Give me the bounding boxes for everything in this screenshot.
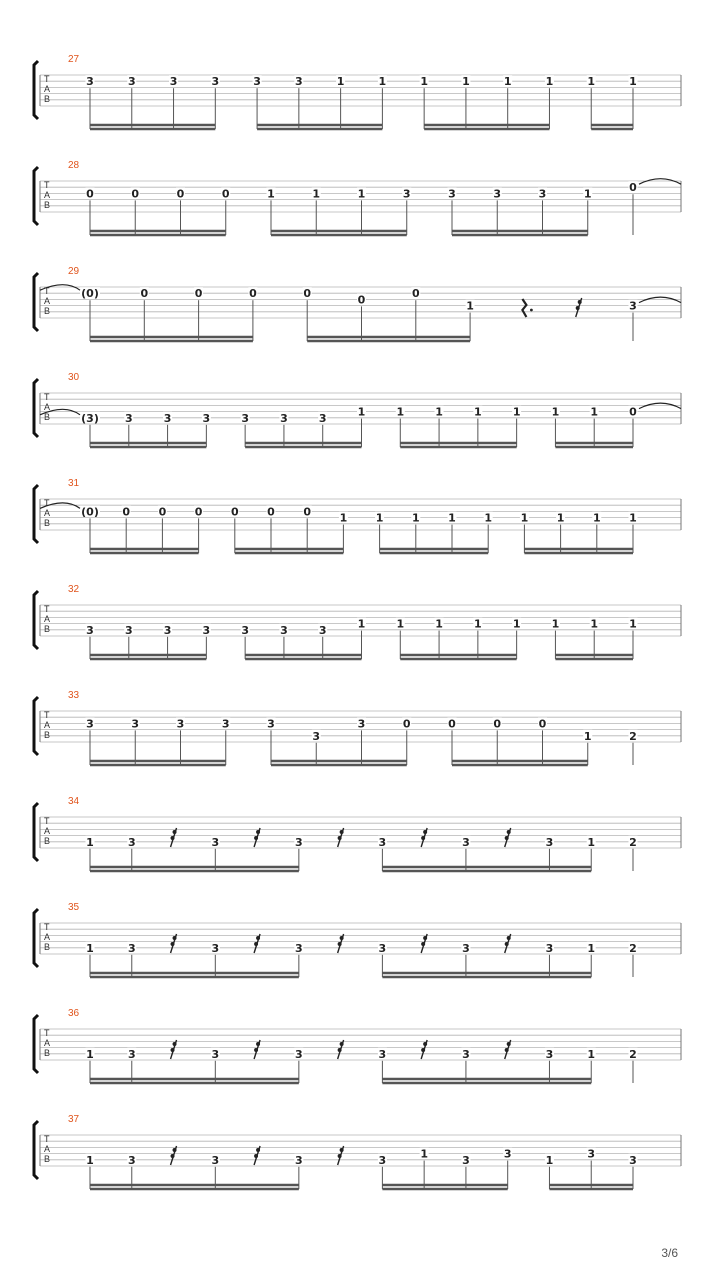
fret-number: 1 bbox=[512, 405, 521, 419]
fret-number: 0 bbox=[629, 405, 637, 419]
fret-number: 1 bbox=[86, 1153, 94, 1167]
fret-number: 1 bbox=[86, 835, 94, 849]
fret-number: 3 bbox=[176, 717, 185, 731]
fret-number: 0 bbox=[411, 287, 420, 301]
fret-number: 0 bbox=[176, 187, 185, 201]
fret-number: 1 bbox=[396, 617, 405, 631]
fret-number: 3 bbox=[253, 75, 261, 89]
fret-number: 1 bbox=[466, 299, 474, 313]
system-bracket bbox=[34, 803, 38, 861]
tab-clef-letter: A bbox=[44, 614, 51, 624]
fret-number: 1 bbox=[520, 511, 529, 525]
rest-flag-dot bbox=[507, 1042, 511, 1046]
fret-number: 3 bbox=[163, 623, 172, 637]
fret-number: 2 bbox=[629, 729, 637, 743]
rest-flag-dot bbox=[173, 830, 177, 834]
tab-system-30 bbox=[34, 372, 681, 447]
system-bracket bbox=[34, 273, 38, 331]
fret-number: 3 bbox=[462, 941, 470, 955]
system-bracket bbox=[34, 591, 38, 649]
tie-out-arc bbox=[639, 403, 681, 409]
fret-number: 1 bbox=[435, 617, 443, 631]
rest-flag-dot bbox=[340, 936, 344, 940]
fret-number: 3 bbox=[267, 717, 275, 731]
tab-clef-letter: T bbox=[44, 1134, 50, 1144]
system-bracket bbox=[34, 909, 38, 967]
tab-clef-letter: A bbox=[44, 932, 51, 942]
rest-flag-dot bbox=[505, 942, 509, 946]
fret-number: 1 bbox=[587, 941, 596, 955]
fret-number: 3 bbox=[545, 1047, 554, 1061]
fret-number: 0 bbox=[267, 505, 275, 519]
tab-clef-letter: T bbox=[44, 392, 50, 402]
fret-number: 3 bbox=[127, 1153, 136, 1167]
fret-number: 0 bbox=[86, 187, 94, 201]
rest-flag-dot bbox=[338, 942, 342, 946]
fret-number: 3 bbox=[629, 299, 637, 313]
tab-clef-letter: T bbox=[44, 604, 50, 614]
fret-number: 3 bbox=[86, 75, 94, 89]
measure-number: 36 bbox=[68, 1008, 80, 1019]
fret-number: 1 bbox=[587, 75, 596, 89]
fret-number: 1 bbox=[545, 1153, 554, 1167]
system-bracket bbox=[34, 1015, 38, 1073]
tab-system-35 bbox=[34, 902, 681, 977]
fret-number: 1 bbox=[512, 617, 521, 631]
tab-clef-letter: A bbox=[44, 1038, 51, 1048]
measure-number: 37 bbox=[68, 1114, 80, 1125]
system-bracket bbox=[34, 697, 38, 755]
system-bracket bbox=[34, 379, 38, 437]
rest-flag-dot bbox=[340, 1042, 344, 1046]
tab-clef-letter: A bbox=[44, 84, 51, 94]
fret-number: 0 bbox=[357, 293, 366, 307]
tab-system-28 bbox=[34, 160, 681, 235]
rest-flag-dot bbox=[421, 836, 425, 840]
tab-system-31 bbox=[34, 478, 681, 553]
fret-number: 0 bbox=[230, 505, 239, 519]
tab-clef-letter: T bbox=[44, 1028, 50, 1038]
tab-system-33 bbox=[34, 690, 681, 765]
fret-number: 0 bbox=[303, 287, 312, 301]
quarter-rest-icon bbox=[522, 299, 526, 317]
tab-clef-letter: A bbox=[44, 190, 51, 200]
page-number: 3/6 bbox=[661, 1246, 678, 1260]
rest-flag-dot bbox=[256, 936, 260, 940]
measure-number: 32 bbox=[68, 584, 80, 595]
rest-flag-dot bbox=[171, 836, 175, 840]
fret-number: (0) bbox=[81, 287, 99, 301]
fret-number: 3 bbox=[295, 835, 303, 849]
tab-clef-letter: A bbox=[44, 720, 51, 730]
fret-number: 1 bbox=[590, 617, 599, 631]
tab-clef-letter: B bbox=[44, 1048, 51, 1058]
fret-number: 3 bbox=[280, 623, 288, 637]
fret-number: 3 bbox=[124, 411, 133, 425]
fret-number: (0) bbox=[81, 505, 99, 519]
measure-number: 35 bbox=[68, 902, 80, 913]
tab-clef-letter: B bbox=[44, 412, 51, 422]
rest-flag-dot bbox=[254, 1154, 258, 1158]
rest-flag-dot bbox=[256, 830, 260, 834]
fret-number: 3 bbox=[221, 717, 230, 731]
tab-clef-letter: T bbox=[44, 816, 50, 826]
fret-number: 3 bbox=[211, 1153, 220, 1167]
fret-number: 1 bbox=[583, 187, 592, 201]
fret-number: 3 bbox=[86, 623, 94, 637]
fret-number: 1 bbox=[420, 75, 428, 89]
fret-number: 3 bbox=[295, 75, 303, 89]
rest-flag-dot bbox=[171, 942, 175, 946]
fret-number: 3 bbox=[318, 623, 327, 637]
fret-number: 3 bbox=[545, 835, 554, 849]
fret-number: 0 bbox=[448, 717, 456, 731]
fret-number: 1 bbox=[267, 187, 275, 201]
rest-flag-dot bbox=[173, 1148, 177, 1152]
fret-number: 1 bbox=[474, 405, 482, 419]
fret-number: 1 bbox=[503, 75, 512, 89]
fret-number: 1 bbox=[551, 405, 560, 419]
fret-number: 1 bbox=[556, 511, 565, 525]
fret-number: 3 bbox=[378, 835, 387, 849]
fret-number: 0 bbox=[194, 505, 203, 519]
fret-number: 1 bbox=[629, 75, 637, 89]
fret-number: 1 bbox=[396, 405, 405, 419]
fret-number: 1 bbox=[629, 511, 637, 525]
system-bracket bbox=[34, 485, 38, 543]
fret-number: 2 bbox=[629, 941, 637, 955]
fret-number: 1 bbox=[590, 405, 599, 419]
fret-number: 0 bbox=[303, 505, 312, 519]
fret-number: 3 bbox=[545, 941, 554, 955]
system-bracket bbox=[34, 1121, 38, 1179]
rest-flag-dot bbox=[256, 1148, 260, 1152]
fret-number: 0 bbox=[538, 717, 547, 731]
fret-number: 3 bbox=[587, 1147, 596, 1161]
fret-number: 3 bbox=[211, 835, 220, 849]
tab-clef-letter: B bbox=[44, 94, 51, 104]
fret-number: 1 bbox=[312, 187, 321, 201]
rest-flag-dot bbox=[505, 836, 509, 840]
tab-clef-letter: A bbox=[44, 508, 51, 518]
tab-clef-letter: A bbox=[44, 1144, 51, 1154]
fret-number: 1 bbox=[484, 511, 493, 525]
fret-number: 3 bbox=[241, 411, 249, 425]
rest-flag-dot bbox=[507, 936, 511, 940]
system-bracket bbox=[34, 167, 38, 225]
tab-clef-letter: T bbox=[44, 74, 50, 84]
fret-number: 1 bbox=[448, 511, 456, 525]
rest-flag-dot bbox=[254, 836, 258, 840]
measure-number: 29 bbox=[68, 266, 80, 277]
rest-flag-dot bbox=[254, 942, 258, 946]
rest-flag-dot bbox=[171, 1048, 175, 1052]
fret-number: 3 bbox=[124, 623, 133, 637]
fret-number: 1 bbox=[375, 511, 384, 525]
tab-system-29 bbox=[34, 266, 681, 341]
tab-clef-letter: A bbox=[44, 402, 51, 412]
tab-clef-letter: B bbox=[44, 306, 51, 316]
rest-flag-dot bbox=[173, 936, 177, 940]
fret-number: 1 bbox=[551, 617, 560, 631]
tab-clef-letter: T bbox=[44, 498, 50, 508]
fret-number: 3 bbox=[378, 941, 387, 955]
rest-flag-dot bbox=[507, 830, 511, 834]
fret-number: 1 bbox=[420, 1147, 428, 1161]
rest-flag-dot bbox=[505, 1048, 509, 1052]
fret-number: 1 bbox=[86, 1047, 94, 1061]
fret-number: 3 bbox=[462, 835, 470, 849]
measure-number: 30 bbox=[68, 372, 80, 383]
tab-system-36 bbox=[34, 1008, 681, 1083]
fret-number: 1 bbox=[587, 835, 596, 849]
rest-flag-dot bbox=[338, 836, 342, 840]
rest-flag-dot bbox=[338, 1154, 342, 1158]
rest-flag-dot bbox=[340, 1148, 344, 1152]
rest-flag-dot bbox=[340, 830, 344, 834]
fret-number: 3 bbox=[211, 75, 220, 89]
fret-number: 3 bbox=[280, 411, 288, 425]
fret-number: 3 bbox=[131, 717, 140, 731]
tab-system-37 bbox=[34, 1114, 681, 1189]
fret-number: 3 bbox=[202, 623, 211, 637]
rest-flag-dot bbox=[421, 1048, 425, 1052]
rest-dot bbox=[530, 309, 533, 312]
fret-number: 3 bbox=[127, 75, 136, 89]
fret-number: 1 bbox=[462, 75, 470, 89]
measure-number: 31 bbox=[68, 478, 80, 489]
fret-number: 3 bbox=[211, 941, 220, 955]
tab-clef-letter: B bbox=[44, 624, 51, 634]
rest-flag-dot bbox=[576, 306, 580, 310]
tab-clef-letter: T bbox=[44, 180, 50, 190]
tab-clef-letter: T bbox=[44, 922, 50, 932]
fret-number: 0 bbox=[402, 717, 411, 731]
fret-number: 1 bbox=[592, 511, 601, 525]
fret-number: 3 bbox=[127, 1047, 136, 1061]
rest-flag-dot bbox=[578, 300, 582, 304]
rest-flag-dot bbox=[421, 942, 425, 946]
fret-number: 1 bbox=[86, 941, 94, 955]
rest-flag-dot bbox=[423, 830, 427, 834]
system-bracket bbox=[34, 61, 38, 119]
fret-number: 3 bbox=[295, 1153, 303, 1167]
tab-clef-letter: B bbox=[44, 836, 51, 846]
fret-number: 0 bbox=[140, 287, 149, 301]
fret-number: 3 bbox=[86, 717, 94, 731]
fret-number: 1 bbox=[378, 75, 387, 89]
fret-number: 1 bbox=[474, 617, 482, 631]
fret-number: 3 bbox=[462, 1153, 470, 1167]
fret-number: 1 bbox=[357, 187, 366, 201]
tab-clef-letter: B bbox=[44, 518, 51, 528]
rest-flag-dot bbox=[256, 1042, 260, 1046]
fret-number: 3 bbox=[295, 941, 303, 955]
fret-number: 1 bbox=[629, 617, 637, 631]
rest-flag-dot bbox=[423, 936, 427, 940]
measure-number: 34 bbox=[68, 796, 80, 807]
fret-number: 0 bbox=[249, 287, 257, 301]
fret-number: 3 bbox=[462, 1047, 470, 1061]
fret-number: 0 bbox=[122, 505, 131, 519]
fret-number: 3 bbox=[357, 717, 366, 731]
fret-number: 3 bbox=[202, 411, 211, 425]
fret-number: 1 bbox=[411, 511, 420, 525]
fret-number: 3 bbox=[241, 623, 249, 637]
fret-number: 3 bbox=[127, 941, 136, 955]
fret-number: 1 bbox=[583, 729, 592, 743]
fret-number: 3 bbox=[295, 1047, 303, 1061]
fret-number: 3 bbox=[538, 187, 547, 201]
fret-number: 3 bbox=[378, 1153, 387, 1167]
rest-flag-dot bbox=[171, 1154, 175, 1158]
measure-number: 27 bbox=[68, 54, 80, 65]
fret-number: 3 bbox=[402, 187, 411, 201]
fret-number: 0 bbox=[221, 187, 230, 201]
fret-number: 3 bbox=[378, 1047, 387, 1061]
fret-number: 3 bbox=[493, 187, 502, 201]
tie-out-arc bbox=[639, 179, 681, 185]
fret-number: 1 bbox=[336, 75, 345, 89]
fret-number: 1 bbox=[339, 511, 348, 525]
tab-clef-letter: A bbox=[44, 296, 51, 306]
fret-number: 2 bbox=[629, 1047, 637, 1061]
tab-clef-letter: B bbox=[44, 200, 51, 210]
fret-number: 3 bbox=[448, 187, 456, 201]
rest-flag-dot bbox=[254, 1048, 258, 1052]
fret-number: 0 bbox=[493, 717, 502, 731]
fret-number: 0 bbox=[194, 287, 203, 301]
fret-number: 1 bbox=[357, 405, 366, 419]
tab-system-32 bbox=[34, 584, 681, 659]
fret-number: 0 bbox=[158, 505, 167, 519]
tab-clef-letter: T bbox=[44, 710, 50, 720]
fret-number: 3 bbox=[127, 835, 136, 849]
tab-clef-letter: A bbox=[44, 826, 51, 836]
fret-number: 0 bbox=[131, 187, 140, 201]
tab-clef-letter: B bbox=[44, 942, 51, 952]
fret-number: 1 bbox=[587, 1047, 596, 1061]
fret-number: 2 bbox=[629, 835, 637, 849]
rest-flag-dot bbox=[338, 1048, 342, 1052]
fret-number: 3 bbox=[163, 411, 172, 425]
fret-number: 1 bbox=[357, 617, 366, 631]
tab-system-34 bbox=[34, 796, 681, 871]
tab-clef-letter: B bbox=[44, 1154, 51, 1164]
fret-number: 3 bbox=[312, 729, 321, 743]
rest-flag-dot bbox=[173, 1042, 177, 1046]
fret-number: 0 bbox=[629, 181, 637, 195]
fret-number: 3 bbox=[629, 1153, 637, 1167]
tab-system-27 bbox=[34, 54, 681, 129]
fret-number: 1 bbox=[545, 75, 554, 89]
measure-number: 33 bbox=[68, 690, 80, 701]
fret-number: 3 bbox=[169, 75, 178, 89]
fret-number: (3) bbox=[81, 411, 99, 425]
fret-number: 3 bbox=[211, 1047, 220, 1061]
tie-out-arc bbox=[639, 297, 681, 303]
fret-number: 3 bbox=[318, 411, 327, 425]
tab-clef-letter: B bbox=[44, 730, 51, 740]
fret-number: 3 bbox=[503, 1147, 512, 1161]
rest-flag-dot bbox=[423, 1042, 427, 1046]
measure-number: 28 bbox=[68, 160, 80, 171]
tab-clef-letter: T bbox=[44, 286, 50, 296]
fret-number: 1 bbox=[435, 405, 443, 419]
